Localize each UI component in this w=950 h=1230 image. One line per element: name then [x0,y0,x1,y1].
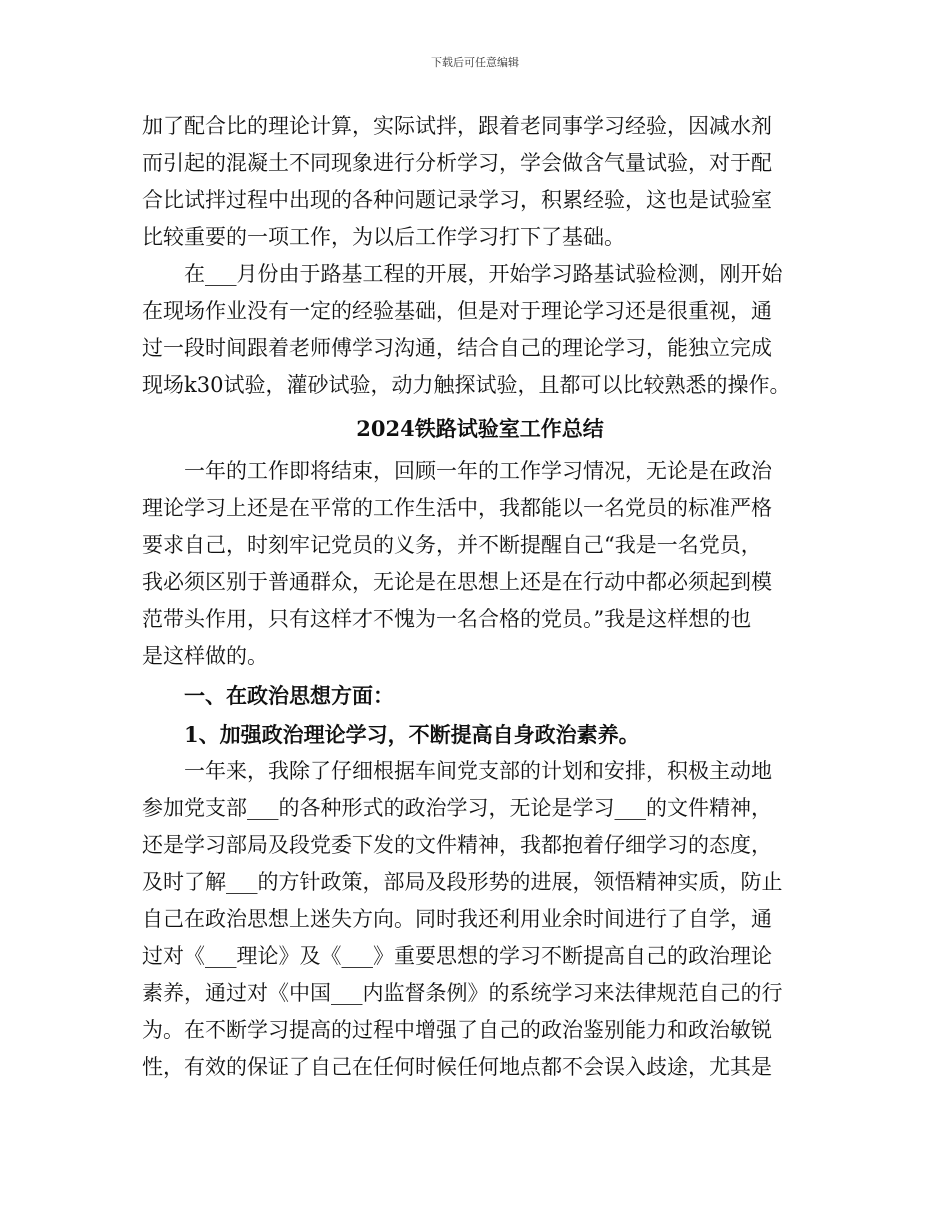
paragraph-line: 过一段时间跟着老师傅学习沟通，结合自己的理论学习，能独立完成 [142,336,772,360]
paragraph-line: 为。在不断学习提高的过程中增强了自己的政治鉴别能力和政治敏锐 [142,1018,772,1042]
paragraph-line: 理论学习上还是在平常的工作生活中，我都能以一名党员的标准严格 [142,496,772,520]
paragraph-line: 而引起的混凝土不同现象进行分析学习，学会做含气量试验，对于配 [142,151,772,175]
paragraph-line: 是这样做的。 [142,644,268,668]
page-header: 下载后可任意编辑 [431,56,519,69]
paragraph-line: 加了配合比的理论计算，实际试拌，跟着老同事学习经验，因减水剂 [142,114,772,138]
paragraph-line: 合比试拌过程中出现的各种问题记录学习，积累经验，这也是试验室 [142,188,772,212]
paragraph-line: 比较重要的一项工作，为以后工作学习打下了基础。 [142,225,625,249]
paragraph-line: 一年来，我除了仔细根据车间党支部的计划和安排，积极主动地 [184,759,772,783]
paragraph-line: 在现场作业没有一定的经验基础，但是对于理论学习还是很重视，通 [142,299,772,323]
paragraph-line: 要求自己，时刻牢记党员的义务，并不断提醒自己“我是一名党员， [142,533,762,557]
paragraph-line: 素养，通过对《中国___内监督条例》的系统学习来法律规范自己的行 [142,981,783,1005]
paragraph-line: 参加党支部___的各种形式的政治学习，无论是学习___的文件精神， [142,796,772,820]
paragraph-line: 过对《___理论》及《___》重要思想的学习不断提高自己的政治理论 [142,944,772,968]
paragraph-line: 及时了解___的方针政策，部局及段形势的进展，领悟精神实质，防止 [142,870,783,894]
paragraph-line: 现场k30试验，灌砂试验，动力触探试验，且都可以比较熟悉的操作。 [142,373,791,397]
paragraph-line: 还是学习部局及段党委下发的文件精神，我都抱着仔细学习的态度， [142,833,772,857]
paragraph-line: 性，有效的保证了自己在任何时候任何地点都不会误入歧途，尤其是 [142,1055,772,1079]
paragraph-line: 自己在政治思想上迷失方向。同时我还利用业余时间进行了自学，通 [142,907,772,931]
paragraph-line: 一年的工作即将结束，回顾一年的工作学习情况，无论是在政治 [184,459,772,483]
paragraph-line: 我必须区别于普通群众，无论是在思想上还是在行动中都必须起到模 [142,570,772,594]
document-title: 2024铁路试验室工作总结 [356,416,604,441]
document-body [142,108,818,1086]
subsection-heading: 1、加强政治理论学习，不断提高自身政治素养。 [184,722,640,747]
paragraph-line: 在___月份由于路基工程的开展，开始学习路基试验检测，刚开始 [184,262,783,286]
section-heading: 一、在政治思想方面： [184,683,394,708]
paragraph-line: 范带头作用，只有这样才不愧为一名合格的党员。”我是这样想的也 [142,607,752,631]
